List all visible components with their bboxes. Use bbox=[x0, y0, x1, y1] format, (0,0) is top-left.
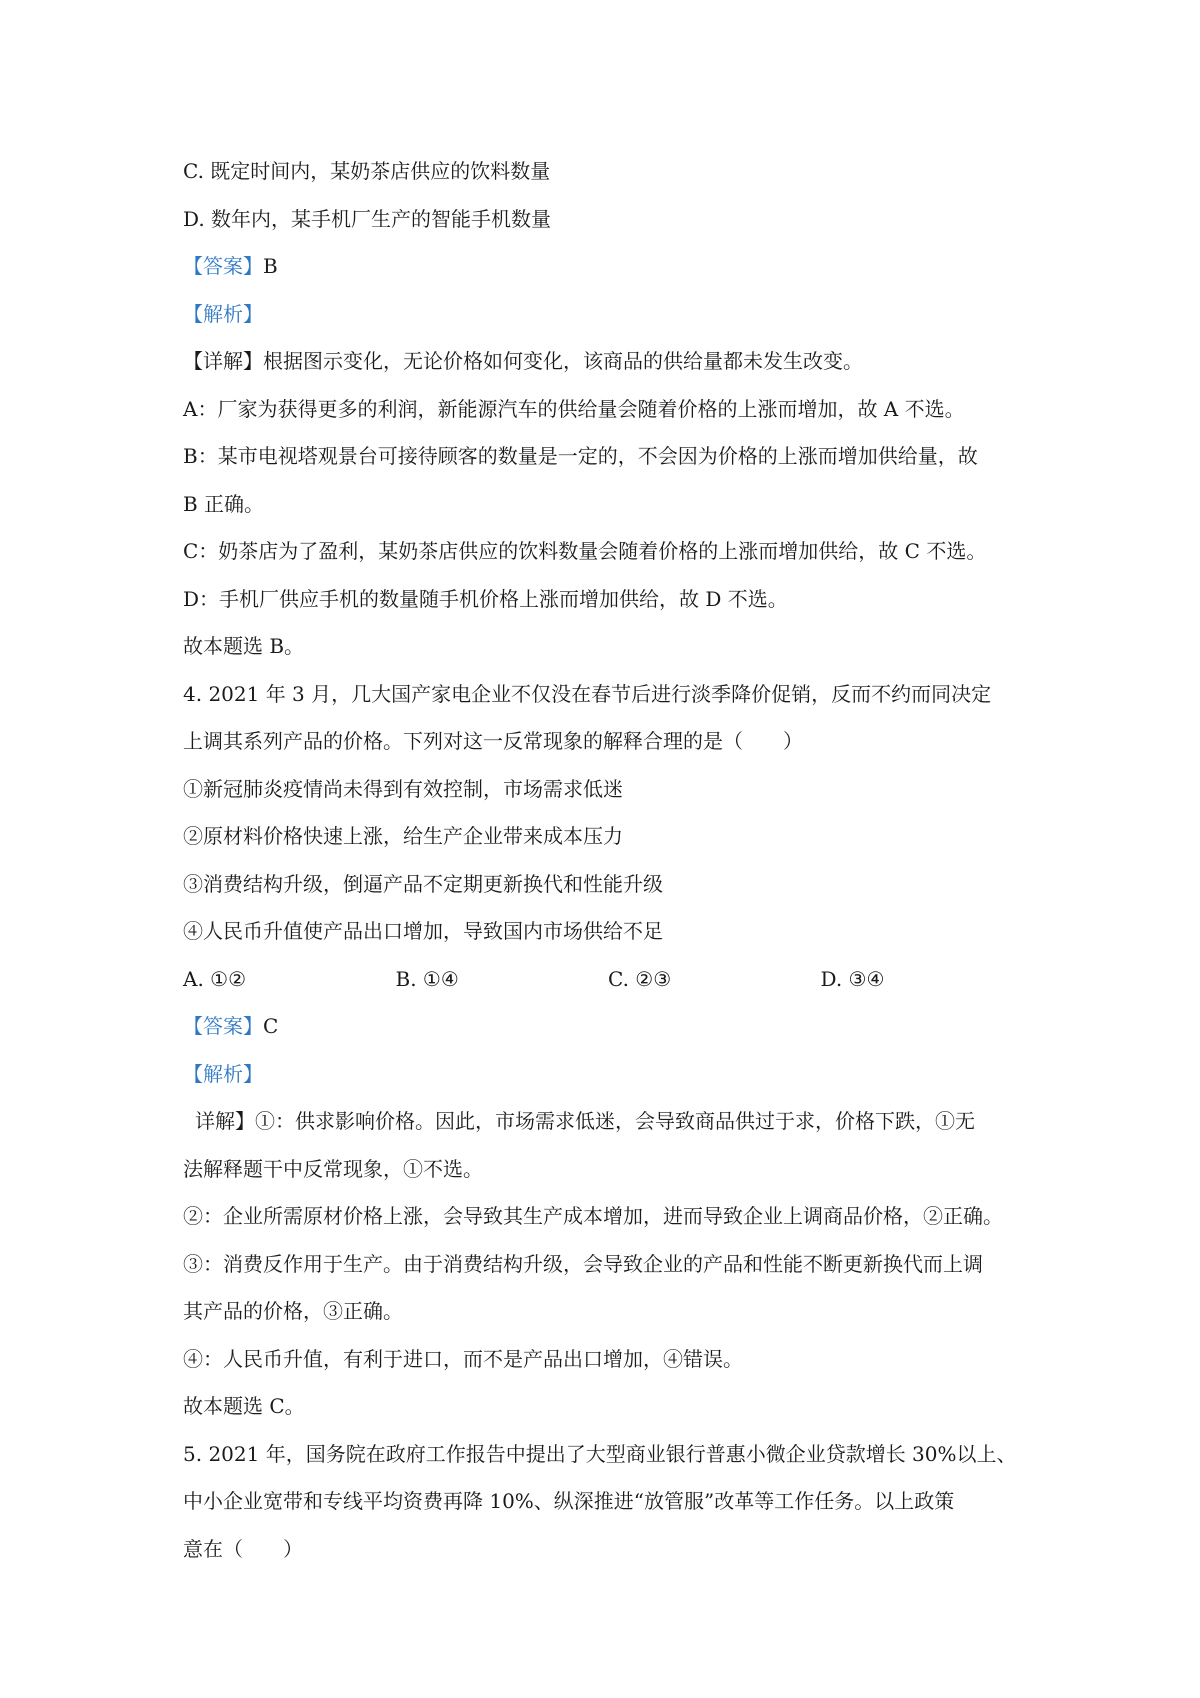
q4-detail-2: 法解释题干中反常现象，①不选。 bbox=[183, 1156, 483, 1181]
q3-option-c: C. 既定时间内，某奶茶店供应的饮料数量 bbox=[183, 159, 551, 183]
q4-item-3: ③消费结构升级，倒逼产品不定期更新换代和性能升级 bbox=[183, 871, 663, 896]
answer-value: B bbox=[263, 254, 278, 278]
q4-option-b: B. ①④ bbox=[395, 966, 459, 991]
q3-answer bbox=[183, 243, 1033, 291]
q4-detail-1: 详解】①：供求影响价格。因此，市场需求低迷，会导致商品供过于求，价格下跌，①无 bbox=[195, 1109, 975, 1133]
q4-item-4: ④人民币升值使产品出口增加，导致国内市场供给不足 bbox=[183, 919, 663, 943]
q4-options bbox=[183, 956, 1033, 1004]
q4-item-1: ①新冠肺炎疫情尚未得到有效控制，市场需求低迷 bbox=[183, 776, 623, 801]
q3-explain-b-1: B：某市电视塔观景台可接待顾客的数量是一定的，不会因为价格的上涨而增加供给量，故 bbox=[183, 444, 978, 468]
document-body bbox=[183, 148, 1033, 1573]
answer-tag: 【答案】 bbox=[183, 254, 263, 278]
q4-conclusion: 故本题选 C。 bbox=[183, 1394, 305, 1418]
q3-explain-c: C：奶茶店为了盈利，某奶茶店供应的饮料数量会随着价格的上涨而增加供给，故 C 不选。 bbox=[183, 539, 987, 563]
q3-analysis bbox=[183, 291, 1033, 339]
q5-stem-3: 意在（ ） bbox=[183, 1536, 303, 1561]
q4-option-d: D. ③④ bbox=[820, 966, 885, 991]
analysis-tag: 【解析】 bbox=[183, 301, 263, 326]
q3-explain-b-2: B 正确。 bbox=[183, 491, 265, 516]
q4-item-2: ②原材料价格快速上涨，给生产企业带来成本压力 bbox=[183, 824, 623, 848]
q3-detail: 【详解】根据图示变化，无论价格如何变化，该商品的供给量都未发生改变。 bbox=[183, 349, 863, 373]
answer-tag: 【答案】 bbox=[183, 1014, 263, 1038]
analysis-tag: 【解析】 bbox=[183, 1061, 263, 1086]
q4-detail-3: ②：企业所需原材价格上涨，会导致其生产成本增加，进而导致企业上调商品价格，②正确。 bbox=[183, 1204, 1003, 1228]
q4-stem-1: 4. 2021 年 3 月，几大国产家电企业不仅没在春节后进行淡季降价促销，反而不约而同决定 bbox=[183, 681, 992, 706]
q4-option-a: A. ①② bbox=[183, 966, 247, 991]
q3-option-d: D. 数年内，某手机厂生产的智能手机数量 bbox=[183, 206, 552, 231]
answer-value: C bbox=[263, 1014, 279, 1038]
q4-analysis bbox=[183, 1051, 1033, 1099]
q4-option-c: C. ②③ bbox=[608, 966, 672, 991]
q3-explain-a: A：厂家为获得更多的利润，新能源汽车的供给量会随着价格的上涨而增加，故 A 不选。 bbox=[183, 396, 965, 421]
q4-stem-2: 上调其系列产品的价格。下列对这一反常现象的解释合理的是（ ） bbox=[183, 729, 803, 753]
q4-answer bbox=[183, 1003, 1033, 1051]
q3-conclusion: 故本题选 B。 bbox=[183, 634, 305, 658]
q5-stem-1: 5. 2021 年，国务院在政府工作报告中提出了大型商业银行普惠小微企业贷款增长 30%以上、 bbox=[183, 1441, 1017, 1466]
q5-stem-2: 中小企业宽带和专线平均资费再降 10%、纵深推进“放管服”改革等工作任务。以上政策 bbox=[183, 1489, 955, 1513]
q4-detail-5: 其产品的价格，③正确。 bbox=[183, 1299, 403, 1323]
q4-detail-6: ④：人民币升值，有利于进口，而不是产品出口增加，④错误。 bbox=[183, 1346, 743, 1371]
q4-detail-4: ③：消费反作用于生产。由于消费结构升级，会导致企业的产品和性能不断更新换代而上调 bbox=[183, 1251, 983, 1276]
q3-explain-d: D：手机厂供应手机的数量随手机价格上涨而增加供给，故 D 不选。 bbox=[183, 586, 788, 611]
